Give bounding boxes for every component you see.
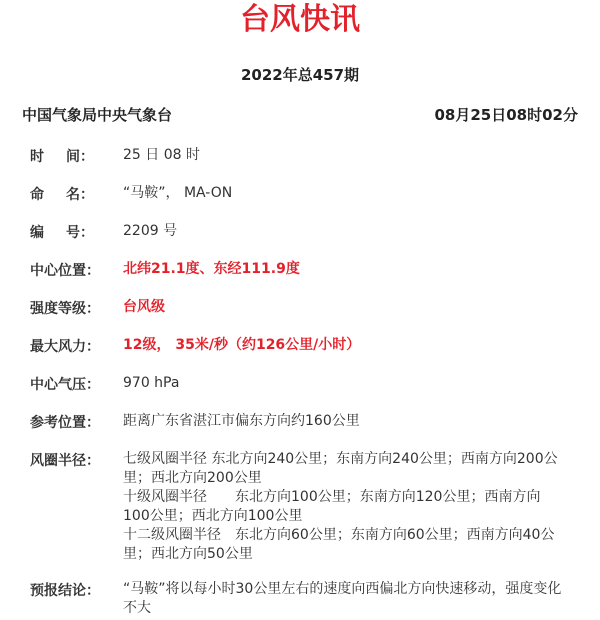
field-reference-value: 距离广东省湛江市偏东方向约160公里 (123, 413, 360, 429)
field-forecast-value: “马鞍”将以每小时30公里左右的速度向西偏北方向快速移动，强度变化不大 (123, 581, 562, 616)
field-center-value: 北纬21.1度、东经111.9度 (123, 261, 300, 277)
report-datetime: 08月25日08时02分 (434, 106, 578, 124)
field-center-label: 中心位置： (30, 263, 100, 279)
field-radius-value (123, 450, 563, 564)
field-forecast-label: 预报结论： (30, 583, 100, 599)
field-number-value: 2209 号 (123, 223, 178, 239)
field-name-value: “马鞍”， MA-ON (123, 185, 233, 201)
page-title: 台风快讯 (240, 2, 360, 37)
radius-line-10: 十级风圈半径 东北方向100公里；东南方向120公里；西南方向100公里；西北方向100公里 (123, 489, 541, 524)
radius-line-7: 七级风圈半径 东北方向240公里；东南方向240公里；西南方向200公里；西北方向200公里 (123, 451, 558, 486)
field-max-wind-label: 最大风力： (30, 339, 100, 355)
field-pressure-label: 中心气压： (30, 377, 100, 393)
field-radius-label: 风圈半径： (30, 453, 100, 469)
agency-name: 中国气象局中央气象台 (22, 106, 173, 124)
field-intensity-value: 台风级 (123, 299, 165, 315)
field-number-label: 编 号： (30, 225, 94, 241)
issue-number: 2022年总457期 (240, 66, 360, 84)
field-name-label: 命 名： (30, 187, 94, 203)
radius-line-12: 十二级风圈半径 东北方向60公里；东南方向60公里；西南方向40公里；西北方向50公里 (123, 527, 555, 562)
field-intensity-label: 强度等级： (30, 301, 100, 317)
field-max-wind-value: 12级， 35米/秒（约126公里/小时） (123, 337, 361, 353)
field-time-label: 时 间： (30, 149, 94, 165)
report-header (22, 104, 578, 125)
field-reference-label: 参考位置： (30, 415, 100, 431)
field-time-value: 25 日 08 时 (123, 147, 200, 163)
field-pressure-value: 970 hPa (123, 375, 180, 391)
